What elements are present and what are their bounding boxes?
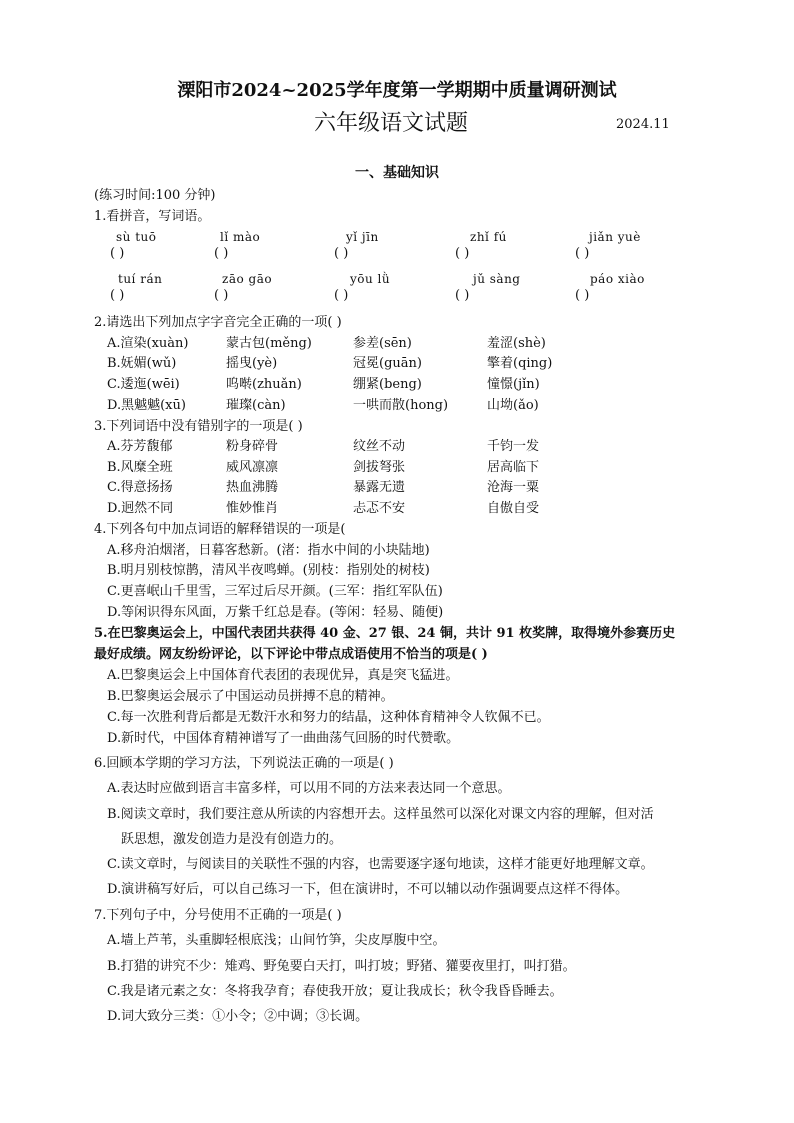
answer-blank[interactable]: ( ) — [455, 246, 470, 261]
q2-option-cell: 蒙古包(měng) — [226, 336, 312, 351]
exam-title: 溧阳市2024~2025学年度第一学期期中质量调研测试 — [177, 80, 617, 101]
q3-option-cell: 惟妙惟肖 — [226, 501, 279, 516]
q2-stem: 2.请选出下列加点字字音完全正确的一项( ) — [94, 315, 342, 330]
q3-option-cell: B.风糜全班 — [107, 460, 173, 475]
answer-blank[interactable]: ( ) — [575, 288, 590, 303]
q7-option: C.我是诸元素之女：冬将我孕育；春使我开放；夏让我成长；秋令我昏昏睡去。 — [107, 984, 563, 999]
pinyin: yǐ jīn — [346, 230, 379, 244]
q3-option-cell: 剑拔弩张 — [353, 460, 406, 475]
q6-option: C.读文章时，与阅读目的关联性不强的内容，也需要逐字逐句地读，这样才能更好地理解文章。 — [107, 857, 654, 872]
q3-option-cell: C.得意扬扬 — [107, 480, 173, 495]
answer-blank[interactable]: ( ) — [334, 246, 349, 261]
answer-blank[interactable]: ( ) — [334, 288, 349, 303]
pinyin: jiǎn yuè — [589, 230, 641, 244]
q2-option-cell: C.逶迤(wēi) — [107, 377, 180, 392]
q2-option-cell: 璀璨(càn) — [226, 398, 286, 413]
time-note: (练习时间:100 分钟) — [94, 188, 216, 203]
section-heading: 一、基础知识 — [355, 165, 439, 181]
exam-date: 2024.11 — [616, 117, 670, 132]
answer-blank[interactable]: ( ) — [214, 246, 229, 261]
q5-stem-line2: 最好成绩。网友纷纷评论，以下评论中带点成语使用不恰当的项是( ) — [94, 647, 488, 662]
q3-option-cell: 热血沸腾 — [226, 480, 279, 495]
answer-blank[interactable]: ( ) — [575, 246, 590, 261]
q2-option-cell: 参差(sēn) — [353, 336, 412, 351]
exam-subtitle: 六年级语文试题 — [314, 111, 469, 136]
q3-option-cell: 居高临下 — [487, 460, 540, 475]
answer-blank[interactable]: ( ) — [214, 288, 229, 303]
q6-option: A.表达时应做到语言丰富多样，可以用不同的方法来表达同一个意思。 — [107, 781, 511, 796]
pinyin: lǐ mào — [220, 230, 261, 244]
q2-option-cell: 羞涩(shè) — [487, 336, 546, 351]
pinyin: tuí rán — [118, 272, 163, 286]
q5-option: C.每一次胜利背后都是无数汗水和努力的结晶，这种体育精神令人钦佩不已。 — [107, 710, 550, 725]
q3-option-cell: A.芬芳馥郁 — [107, 439, 173, 454]
q7-stem: 7.下列句子中，分号使用不正确的一项是( ) — [94, 908, 342, 923]
q3-option-cell: 千钧一发 — [487, 439, 540, 454]
pinyin: yōu lǜ — [350, 272, 391, 286]
q5-option: B.巴黎奥运会展示了中国运动员拼搏不息的精神。 — [107, 689, 394, 704]
q4-option: A.移舟泊烟渚，日暮客愁新。(渚：指水中间的小块陆地) — [107, 543, 430, 558]
q5-option: A.巴黎奥运会上中国体育代表团的表现优异，真是突飞猛进。 — [107, 668, 459, 683]
q2-option-cell: 呜啭(zhuǎn) — [226, 377, 302, 392]
q2-option-cell: 山坳(ǎo) — [487, 398, 539, 413]
q2-option-cell: B.妩媚(wǔ) — [107, 356, 177, 371]
answer-blank[interactable]: ( ) — [455, 288, 470, 303]
pinyin: sù tuō — [116, 230, 157, 244]
q6-option-continued: 跃思想，激发创造力是没有创造力的。 — [121, 832, 343, 847]
pinyin: zāo gāo — [222, 272, 273, 286]
q4-stem: 4.下列各句中加点词语的解释错误的一项是( — [94, 522, 346, 537]
q3-option-cell: 忐忑不安 — [353, 501, 406, 516]
pinyin: zhǐ fú — [470, 230, 507, 244]
q5-stem-line1: 5.在巴黎奥运会上，中国代表团共获得 40 金、27 银、24 铜，共计 91 枚奖牌，取得境外参赛历史 — [94, 626, 676, 641]
q6-stem: 6.回顾本学期的学习方法，下列说法正确的一项是( ) — [94, 756, 394, 771]
q3-option-cell: D.迥然不同 — [107, 501, 174, 516]
q3-stem: 3.下列词语中没有错别字的一项是( ) — [94, 419, 303, 434]
q2-option-cell: 擎着(qing) — [487, 356, 553, 371]
q4-option: C.更喜岷山千里雪，三军过后尽开颜。(三军：指红军队伍) — [107, 584, 443, 599]
q2-option-cell: 憧憬(jǐn) — [487, 377, 540, 392]
q7-option: B.打猎的讲究不少：雉鸡、野兔要白天打，叫打坡；野猪、獾要夜里打，叫打猎。 — [107, 959, 576, 974]
q6-option: B.阅读文章时，我们要注意从所读的内容想开去。这样虽然可以深化对课文内容的理解，但对活 — [107, 807, 654, 822]
q3-option-cell: 暴露无遗 — [353, 480, 406, 495]
answer-blank[interactable]: ( ) — [110, 288, 125, 303]
q3-option-cell: 自傲自受 — [487, 501, 540, 516]
q2-option-cell: 冠冕(guān) — [353, 356, 422, 371]
q4-option: B.明月别枝惊鹊，清风半夜鸣蝉。(别枝：指别处的树枝) — [107, 563, 430, 578]
pinyin: páo xiào — [590, 272, 645, 286]
q7-option: D.词大致分三类：①小令；②中调；③长调。 — [107, 1009, 369, 1024]
q2-option-cell: 绷紧(beng) — [353, 377, 422, 392]
q2-option-cell: 一哄而散(hong) — [353, 398, 449, 413]
q3-option-cell: 粉身碎骨 — [226, 439, 279, 454]
q2-option-cell: 摇曳(yè) — [226, 356, 278, 371]
q7-option: A.墙上芦苇，头重脚轻根底浅；山间竹笋，尖皮厚腹中空。 — [107, 933, 446, 948]
q2-option-cell: A.渲染(xuàn) — [107, 336, 189, 351]
q3-option-cell: 沧海一粟 — [487, 480, 540, 495]
pinyin: jǔ sàng — [473, 272, 521, 286]
answer-blank[interactable]: ( ) — [110, 246, 125, 261]
q6-option: D.演讲稿写好后，可以自己练习一下，但在演讲时，不可以辅以动作强调要点这样不得体。 — [107, 882, 629, 897]
q1-stem: 1.看拼音，写词语。 — [94, 209, 211, 224]
q3-option-cell: 威风凛凛 — [226, 460, 279, 475]
q3-option-cell: 纹丝不动 — [353, 439, 406, 454]
q4-option: D.等闲识得东风面，万紫千红总是春。(等闲：轻易、随便) — [107, 605, 444, 620]
q2-option-cell: D.黑魆魆(xū) — [107, 398, 186, 413]
q5-option: D.新时代，中国体育精神谱写了一曲曲荡气回肠的时代赞歌。 — [107, 731, 460, 746]
